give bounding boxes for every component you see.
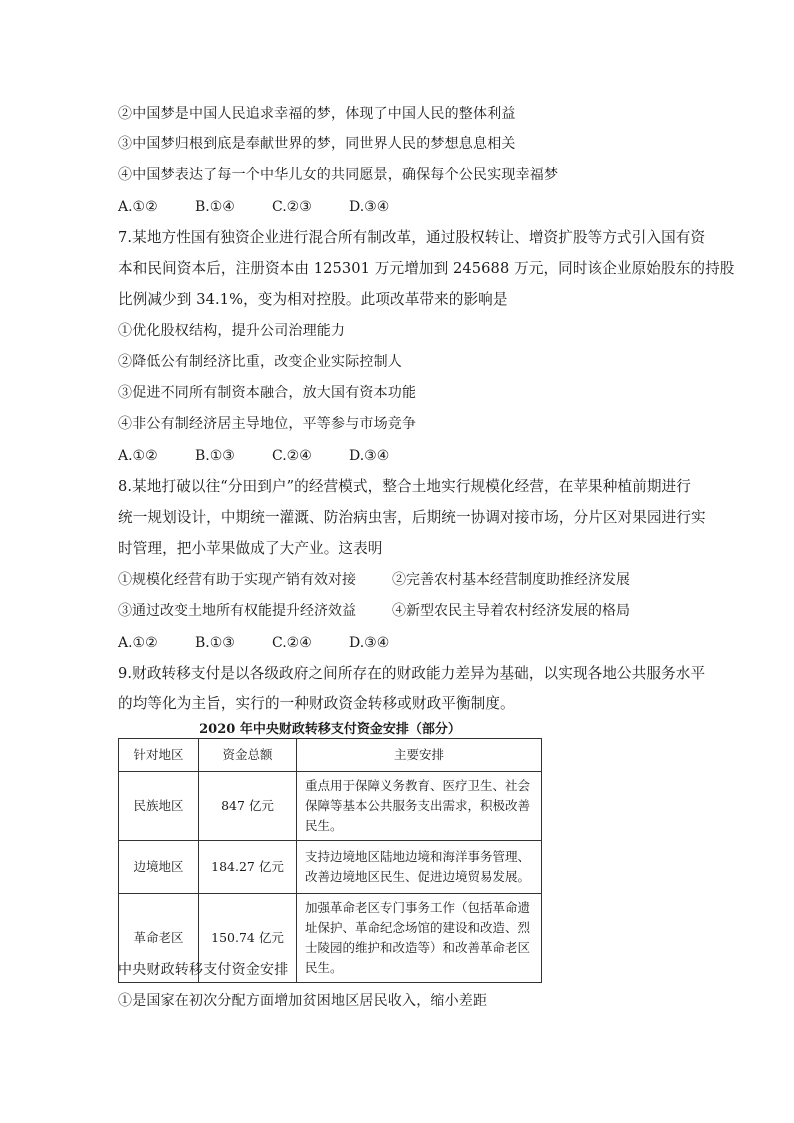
choice-d: D.③④ [349, 448, 390, 464]
cell-region: 民族地区 [119, 772, 199, 841]
q8-statement-2: ②完善农村基本经营制度助推经济发展 [392, 572, 630, 588]
choice-b: B.①④ [195, 199, 235, 215]
q7-stem-line-3: 比例减少到 34.1%，变为相对控股。此项改革带来的影响是 [118, 291, 508, 308]
q7-statement-1: ①优化股权结构，提升公司治理能力 [118, 323, 346, 339]
q8-statements-row-1 [118, 570, 630, 590]
q8-statements-row-2 [118, 601, 630, 621]
q7-stem-line-1: 7.某地方性国有独资企业进行混合所有制改革，通过股权转让、增资扩股等方式引入国有资 [118, 229, 706, 246]
table-row [119, 772, 542, 841]
q8-statement-4: ④新型农民主导着农村经济发展的格局 [392, 603, 630, 619]
table-caption: 2020 年中央财政转移支付资金安排（部分） [199, 722, 461, 737]
choice-c: C.②④ [272, 448, 312, 464]
funding-table [118, 738, 542, 983]
table-header-row [119, 739, 542, 772]
cell-arrangement: 加强革命老区专门事务工作（包括革命遗址保护、革命纪念场馆的建设和改造、烈士陵园的维护和改造等）和改善革命老区民生。 [297, 894, 542, 983]
choice-b: B.①③ [195, 635, 235, 651]
choice-b: B.①③ [195, 448, 235, 464]
q8-stem-line-2: 统一规划设计，中期统一灌溉、防治病虫害，后期统一协调对接市场，分片区对果园进行实 [118, 509, 706, 526]
q7-stem-line-2: 本和民间资本后，注册资本由 125301 万元增加到 245688 万元，同时该企业原始股东的持股 [118, 260, 735, 277]
q7-statement-2: ②降低公有制经济比重，改变企业实际控制人 [118, 354, 402, 370]
q8-statement-1: ①规模化经营有助于实现产销有效对接 [118, 572, 356, 588]
cell-amount: 184.27 亿元 [199, 841, 297, 894]
cell-region: 革命老区 [119, 894, 199, 983]
header-region: 针对地区 [119, 739, 199, 772]
choice-a: A.①② [118, 199, 158, 215]
choice-d: D.③④ [349, 199, 390, 215]
choice-a: A.①② [118, 635, 158, 651]
table-row [119, 841, 542, 894]
header-amount: 资金总额 [199, 739, 297, 772]
q8-statement-3: ③通过改变土地所有权能提升经济效益 [118, 603, 356, 619]
q9-table-title-text: 中央财政转移支付资金安排 [118, 962, 289, 978]
q6-statement-4: ④中国梦表达了每一个中华儿女的共同愿景，确保每个公民实现幸福梦 [118, 167, 559, 183]
cell-region: 边境地区 [119, 841, 199, 894]
q7-statement-4: ④非公有制经济居主导地位，平等参与市场竞争 [118, 416, 417, 432]
q9-stem-line-1: 9.财政转移支付是以各级政府之间所存在的财政能力差异为基础，以实现各地公共服务水平 [118, 665, 706, 682]
choice-a: A.①② [118, 448, 158, 464]
q8-stem-line-3: 时管理，把小苹果做成了大产业。这表明 [118, 540, 383, 557]
choice-d: D.③④ [349, 635, 390, 651]
q6-statement-3: ③中国梦归根到底是奉献世界的梦，同世界人民的梦想息息相关 [118, 136, 516, 152]
cell-arrangement: 支持边境地区陆地边境和海洋事务管理、改善边境地区民生、促进边境贸易发展。 [297, 841, 542, 894]
header-arrangement: 主要安排 [297, 739, 542, 772]
q9-stem-line-2: 的均等化为主旨，实行的一种财政资金转移或财政平衡制度。 [118, 695, 515, 712]
choice-c: C.②③ [272, 199, 312, 215]
choice-c: C.②④ [272, 635, 312, 651]
cell-arrangement: 重点用于保障义务教育、医疗卫生、社会保障等基本公共服务支出需求，积极改善民生。 [297, 772, 542, 841]
q8-stem-line-1: 8.某地打破以往“分田到户”的经营模式，整合土地实行规模化经营，在苹果种植前期进行 [118, 478, 691, 495]
cell-amount: 150.74 亿元 [199, 894, 297, 983]
q7-choices [118, 446, 426, 466]
q7-statement-3: ③促进不同所有制资本融合，放大国有资本功能 [118, 385, 417, 401]
q9-statement-1: ①是国家在初次分配方面增加贫困地区居民收入，缩小差距 [118, 993, 488, 1009]
q8-choices [118, 633, 426, 653]
q6-statement-2: ②中国梦是中国人民追求幸福的梦，体现了中国人民的整体利益 [118, 106, 516, 122]
cell-amount: 847 亿元 [199, 772, 297, 841]
q6-choices [118, 197, 426, 217]
